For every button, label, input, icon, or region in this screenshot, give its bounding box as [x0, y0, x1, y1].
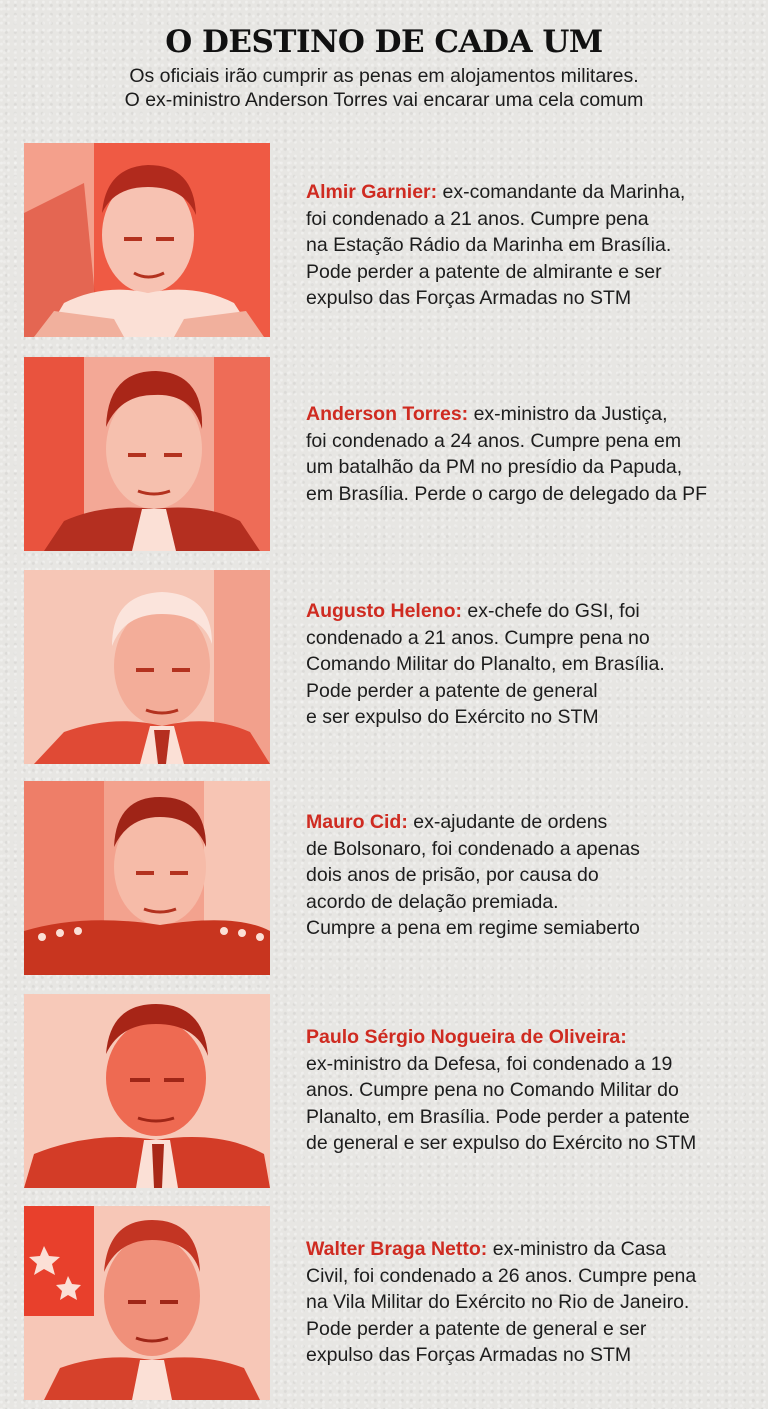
profile-role: ex-chefe do GSI, foi — [462, 600, 640, 622]
profile-role: ex-comandante da Marinha, — [437, 181, 686, 203]
profile-name: Paulo Sérgio Nogueira de Oliveira: — [306, 1026, 627, 1048]
profile-line: Planalto, em Brasília. Pode perder a patente — [306, 1105, 690, 1128]
profile-entry — [0, 1206, 768, 1400]
header — [0, 22, 768, 112]
profile-entry — [0, 357, 768, 551]
profile-line: em Brasília. Perde o cargo de delegado da PF — [306, 482, 708, 505]
profile-entry — [0, 994, 768, 1188]
profile-name: Anderson Torres: — [306, 403, 469, 425]
profile-line: dois anos de prisão, por causa do — [306, 864, 599, 886]
profile-text — [306, 1024, 756, 1157]
profile-entry — [0, 570, 768, 764]
profile-line: expulso das Forças Armadas no STM — [306, 1344, 632, 1366]
profile-line: na Estação Rádio da Marinha em Brasília. — [306, 234, 672, 256]
portrait-photo — [24, 994, 270, 1188]
profile-first-line — [306, 1024, 756, 1051]
profile-line: Pode perder a patente de general e ser — [306, 1317, 647, 1340]
portrait-photo — [24, 143, 270, 337]
profile-line: um batalhão da PM no presídio da Papuda, — [306, 456, 683, 478]
profile-line: Civil, foi condenado a 26 anos. Cumpre pena — [306, 1264, 697, 1287]
profile-line: e ser expulso do Exército no STM — [306, 706, 599, 728]
profile-entry — [0, 143, 768, 337]
subtitle-line: Os oficiais irão cumprir as penas em alojamentos militares. — [129, 65, 639, 87]
profile-first-line — [306, 179, 756, 206]
portrait-photo — [24, 1206, 270, 1400]
profile-text — [306, 809, 756, 942]
profile-line: ex-ministro da Defesa, foi condenado a 19 — [306, 1052, 673, 1075]
profile-text — [306, 179, 756, 312]
profile-name: Walter Braga Netto: — [306, 1238, 488, 1260]
profile-text — [306, 598, 756, 731]
profile-name: Augusto Heleno: — [306, 600, 462, 622]
profile-first-line — [306, 401, 756, 428]
subtitle-line: O ex-ministro Anderson Torres vai encarar uma cela comum — [124, 89, 644, 111]
portrait-photo — [24, 570, 270, 764]
portrait-photo — [24, 357, 270, 551]
profile-line: expulso das Forças Armadas no STM — [306, 287, 632, 309]
profile-line: Pode perder a patente de almirante e ser — [306, 260, 662, 283]
profile-name: Mauro Cid: — [306, 811, 408, 833]
profile-first-line — [306, 1236, 756, 1263]
profile-text — [306, 401, 756, 507]
profile-role: ex-ministro da Justiça, — [468, 403, 668, 425]
profile-line: condenado a 21 anos. Cumpre pena no — [306, 626, 650, 649]
profile-name: Almir Garnier: — [306, 181, 438, 203]
profile-entry — [0, 781, 768, 975]
profile-line: Cumpre a pena em regime semiaberto — [306, 917, 640, 939]
profile-role: ex-ministro da Casa — [487, 1238, 667, 1260]
page-title: O DESTINO DE CADA UM — [165, 24, 603, 60]
profile-line: de general e ser expulso do Exército no STM — [306, 1132, 697, 1154]
profile-line: de Bolsonaro, foi condenado a apenas — [306, 837, 640, 860]
profile-line: foi condenado a 21 anos. Cumpre pena — [306, 207, 649, 230]
profile-line: acordo de delação premiada. — [306, 890, 559, 913]
profile-line: foi condenado a 24 anos. Cumpre pena em — [306, 429, 682, 452]
profile-line: Pode perder a patente de general — [306, 679, 598, 702]
portrait-photo — [24, 781, 270, 975]
profile-line: anos. Cumpre pena no Comando Militar do — [306, 1079, 679, 1101]
profile-first-line — [306, 809, 756, 836]
profile-line: na Vila Militar do Exército no Rio de Janeiro. — [306, 1291, 690, 1313]
profile-first-line — [306, 598, 756, 625]
page-subtitle — [0, 64, 768, 112]
profile-text — [306, 1236, 756, 1369]
profile-line: Comando Militar do Planalto, em Brasília. — [306, 653, 665, 675]
profile-role: ex-ajudante de ordens — [407, 811, 608, 833]
